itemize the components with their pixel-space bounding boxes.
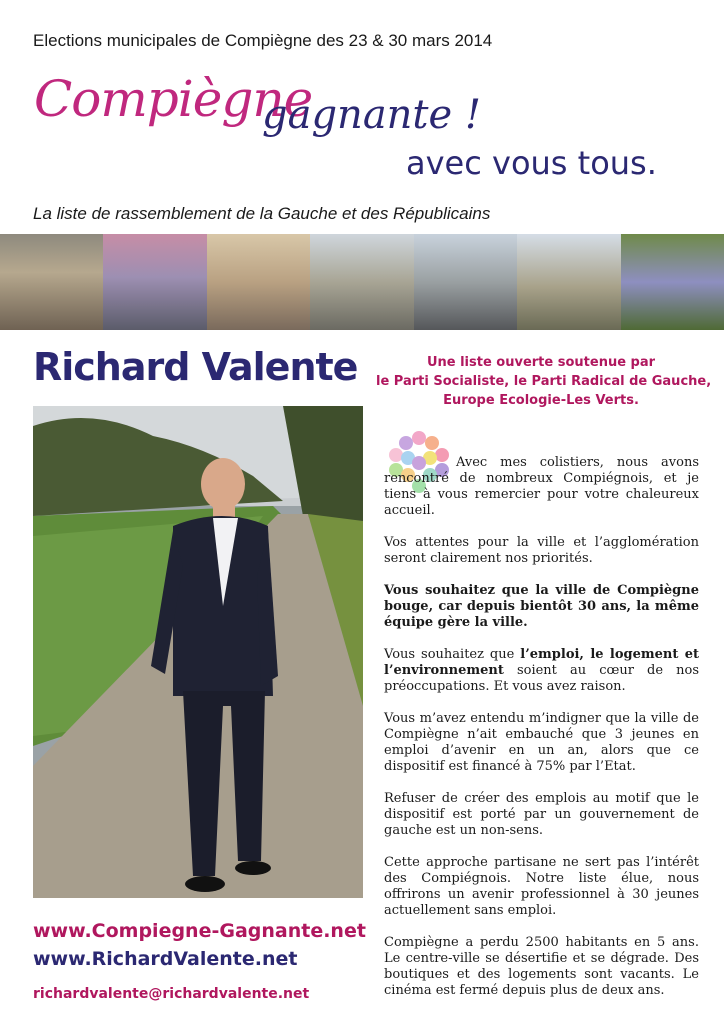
body-paragraph-4-emphasis: l’emploi, le logement et l’environnement: [384, 647, 699, 678]
body-paragraph-4-end: soient au cœur de nos préoccupations. Et vous avez raison.: [384, 663, 699, 694]
email-link[interactable]: richardvalente@richardvalente.net: [33, 986, 310, 1002]
banner-photo-building: [517, 234, 620, 330]
title-gagnante: gagnante !: [262, 92, 481, 138]
website-link-compiegne-gagnante[interactable]: www.Compiegne-Gagnante.net: [33, 920, 366, 942]
body-paragraph-8: Compiègne a perdu 2500 habitants en 5 ans. Le centre-ville se désertifie et se dégrade. Des boutiques et des logements sont vacants. Le cinéma est fermé depuis plus de deux ans.: [384, 935, 699, 998]
body-paragraph-4: [384, 647, 699, 695]
website-link-richard-valente[interactable]: www.RichardValente.net: [33, 948, 298, 970]
list-subtitle: La liste de rassemblement de la Gauche et des Républicains: [33, 204, 491, 223]
body-paragraph-6: Refuser de créer des emplois au motif que le dispositif est porté par un gouvernement de gauche est un non-sens.: [384, 791, 699, 838]
election-date-line: Elections municipales de Compiègne des 23 & 30 mars 2014: [33, 31, 493, 50]
support-line-2: le Parti Socialiste, le Parti Radical de Gauche,: [376, 374, 712, 389]
body-paragraph-1: Avec mes colistiers, nous avons rencontré de nombreux Compiégnois, et je tiens à vous remercier pour votre chaleureux accueil.: [384, 455, 699, 518]
banner-photo-street: [207, 234, 310, 330]
support-statement: [376, 353, 712, 410]
support-line-1: Une liste ouverte soutenue par: [426, 355, 656, 370]
body-paragraph-7: Cette approche partisane ne sert pas l’intérêt des Compiégnois. Notre liste élue, nous offrirons un avenir professionnel à 30 jeunes actuellement sans emploi.: [384, 855, 699, 918]
candidate-photo-illustration: [33, 406, 363, 898]
support-line-3: Europe Ecologie-Les Verts.: [443, 393, 639, 408]
banner-photo-flowers: [621, 234, 724, 330]
banner-photo-river: [103, 234, 206, 330]
banner-photo-houses: [310, 234, 413, 330]
letter-body: [384, 455, 699, 1015]
candidate-photo: [33, 406, 363, 898]
body-paragraph-3: Vous souhaitez que la ville de Compiègne bouge, car depuis bientôt 30 ans, la même équipe gère la ville.: [384, 583, 699, 630]
title-compiegne: Compiègne: [34, 70, 313, 128]
body-paragraph-4-intro: Vous souhaitez que: [384, 647, 521, 662]
candidate-name: Richard Valente: [33, 345, 358, 389]
tagline: avec vous tous.: [406, 144, 657, 182]
city-photo-banner: [0, 234, 724, 330]
body-paragraph-5: Vous m’avez entendu m’indigner que la ville de Compiègne n’ait embauché que 3 jeunes en emploi d’avenir en un an, alors que ce dispositif est financé à 75% par l’Etat.: [384, 711, 699, 774]
banner-photo-road: [414, 234, 517, 330]
banner-photo-old-town: [0, 234, 103, 330]
body-paragraph-2: Vos attentes pour la ville et l’agglomération seront clairement nos priorités.: [384, 535, 699, 566]
